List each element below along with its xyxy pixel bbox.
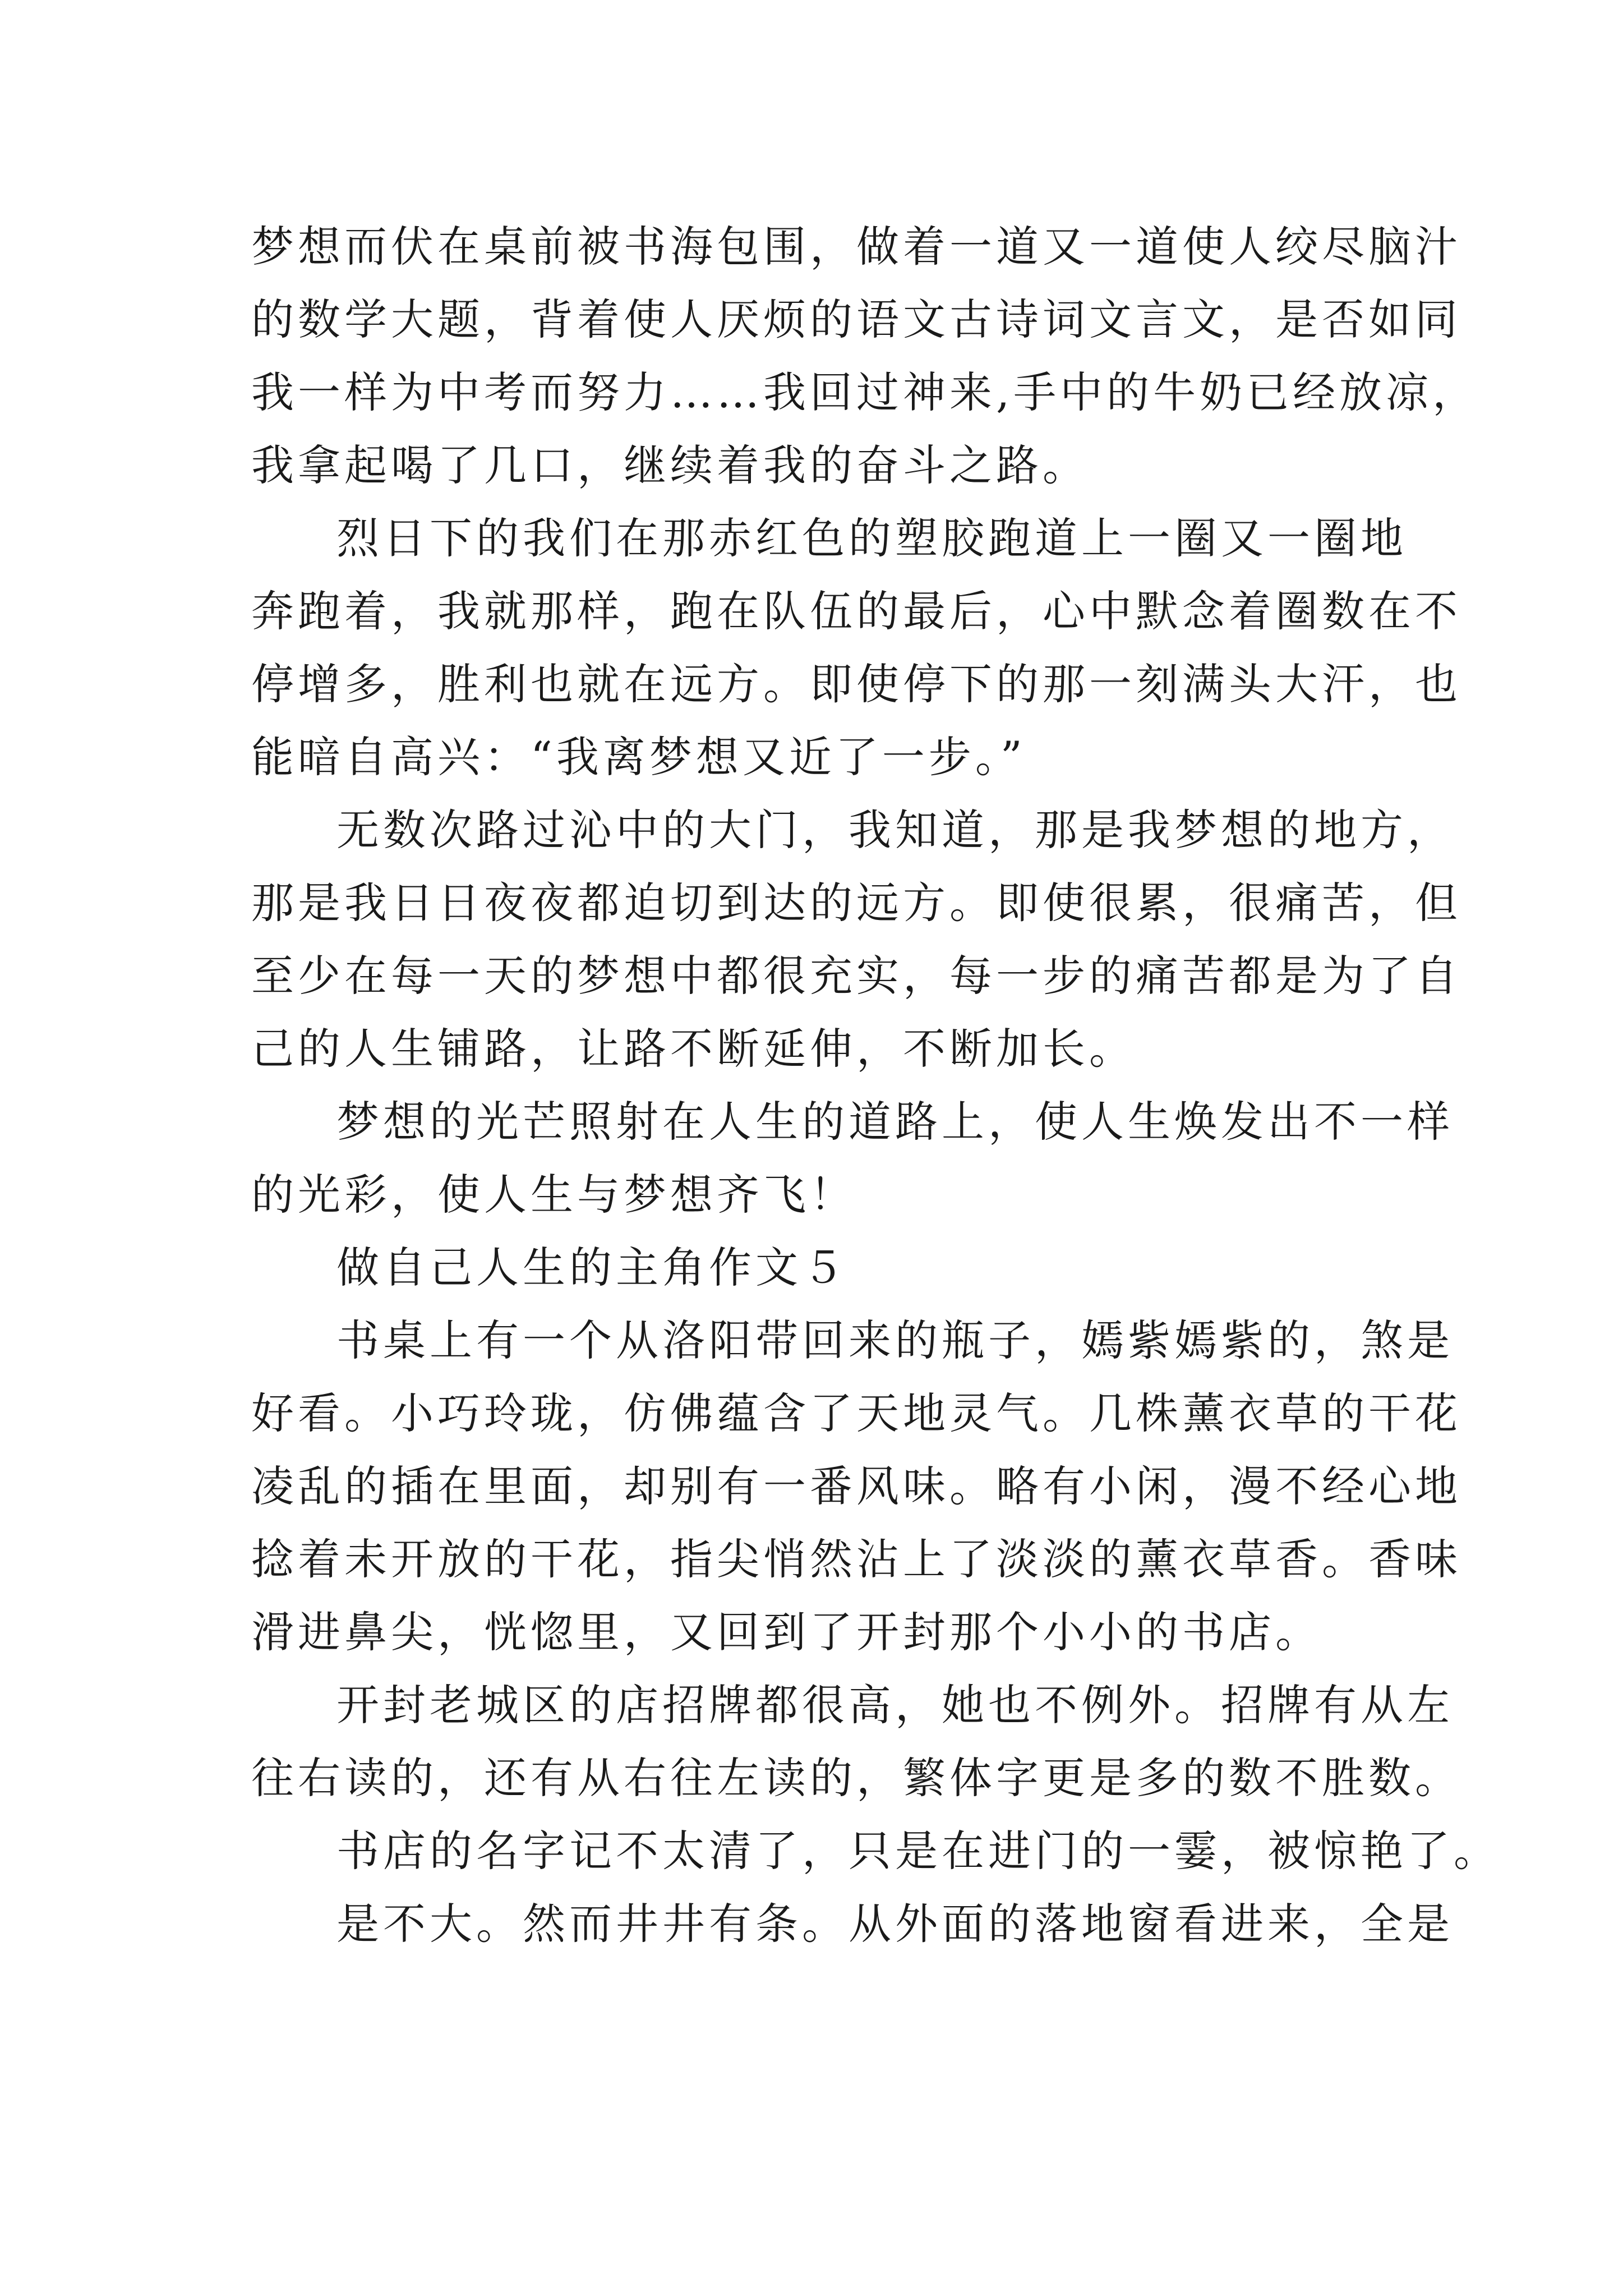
text-line: 往右读的，还有从右往左读的，繁体字更是多的数不胜数。 xyxy=(251,1753,1461,1803)
text-line: 的光彩，使人生与梦想齐飞！ xyxy=(251,1170,856,1220)
text-line: 我一样为中考而努力……我回过神来,手中的牛奶已经放凉， xyxy=(251,367,1479,417)
text-line: 能暗自高兴：“我离梦想又近了一步。” xyxy=(251,732,1026,782)
text-line: 那是我日日夜夜都迫切到达的远方。即使很累，很痛苦，但 xyxy=(251,878,1461,928)
text-line: 奔跑着，我就那样，跑在队伍的最后，心中默念着圈数在不 xyxy=(251,586,1461,636)
paragraph-first-line: 无数次路过沁中的大门，我知道，那是我梦想的地方， xyxy=(336,805,1454,855)
paragraph-first-line: 书店的名字记不太清了，只是在进门的一霎，被惊艳了。 xyxy=(336,1826,1500,1876)
text-line: 己的人生铺路，让路不断延伸，不断加长。 xyxy=(251,1024,1136,1074)
paragraph-first-line: 烈日下的我们在那赤红色的塑胶跑道上一圈又一圈地 xyxy=(336,513,1407,563)
text-line: 停增多，胜利也就在远方。即使停下的那一刻满头大汗，也 xyxy=(251,659,1461,709)
text-line: 至少在每一天的梦想中都很充实，每一步的痛苦都是为了自 xyxy=(251,951,1461,1001)
text-line: 滑进鼻尖，恍惚里，又回到了开封那个小小的书店。 xyxy=(251,1607,1322,1657)
text-line: 好看。小巧玲珑，仿佛蕴含了天地灵气。几株薰衣草的干花 xyxy=(251,1388,1461,1438)
section-heading: 做自己人生的主角作文５ xyxy=(336,1243,849,1292)
paragraph-first-line: 开封老城区的店招牌都很高，她也不例外。招牌有从左 xyxy=(336,1680,1454,1730)
text-line: 凌乱的插在里面，却别有一番风味。略有小闲，漫不经心地 xyxy=(251,1461,1461,1511)
text-line: 捻着未开放的干花，指尖悄然沾上了淡淡的薰衣草香。香味 xyxy=(251,1534,1461,1584)
paragraph-first-line: 梦想的光芒照射在人生的道路上，使人生焕发出不一样 xyxy=(336,1097,1454,1147)
text-line: 的数学大题，背着使人厌烦的语文古诗词文言文，是否如同 xyxy=(251,295,1461,344)
text-line: 梦想而伏在桌前被书海包围，做着一道又一道使人绞尽脑汁 xyxy=(251,222,1461,272)
paragraph-first-line: 书桌上有一个从洛阳带回来的瓶子，嫣紫嫣紫的，煞是 xyxy=(336,1315,1454,1365)
text-line: 我拿起喝了几口，继续着我的奋斗之路。 xyxy=(251,440,1089,490)
paragraph-first-line: 是不大。然而井井有条。从外面的落地窗看进来，全是 xyxy=(336,1899,1454,1949)
